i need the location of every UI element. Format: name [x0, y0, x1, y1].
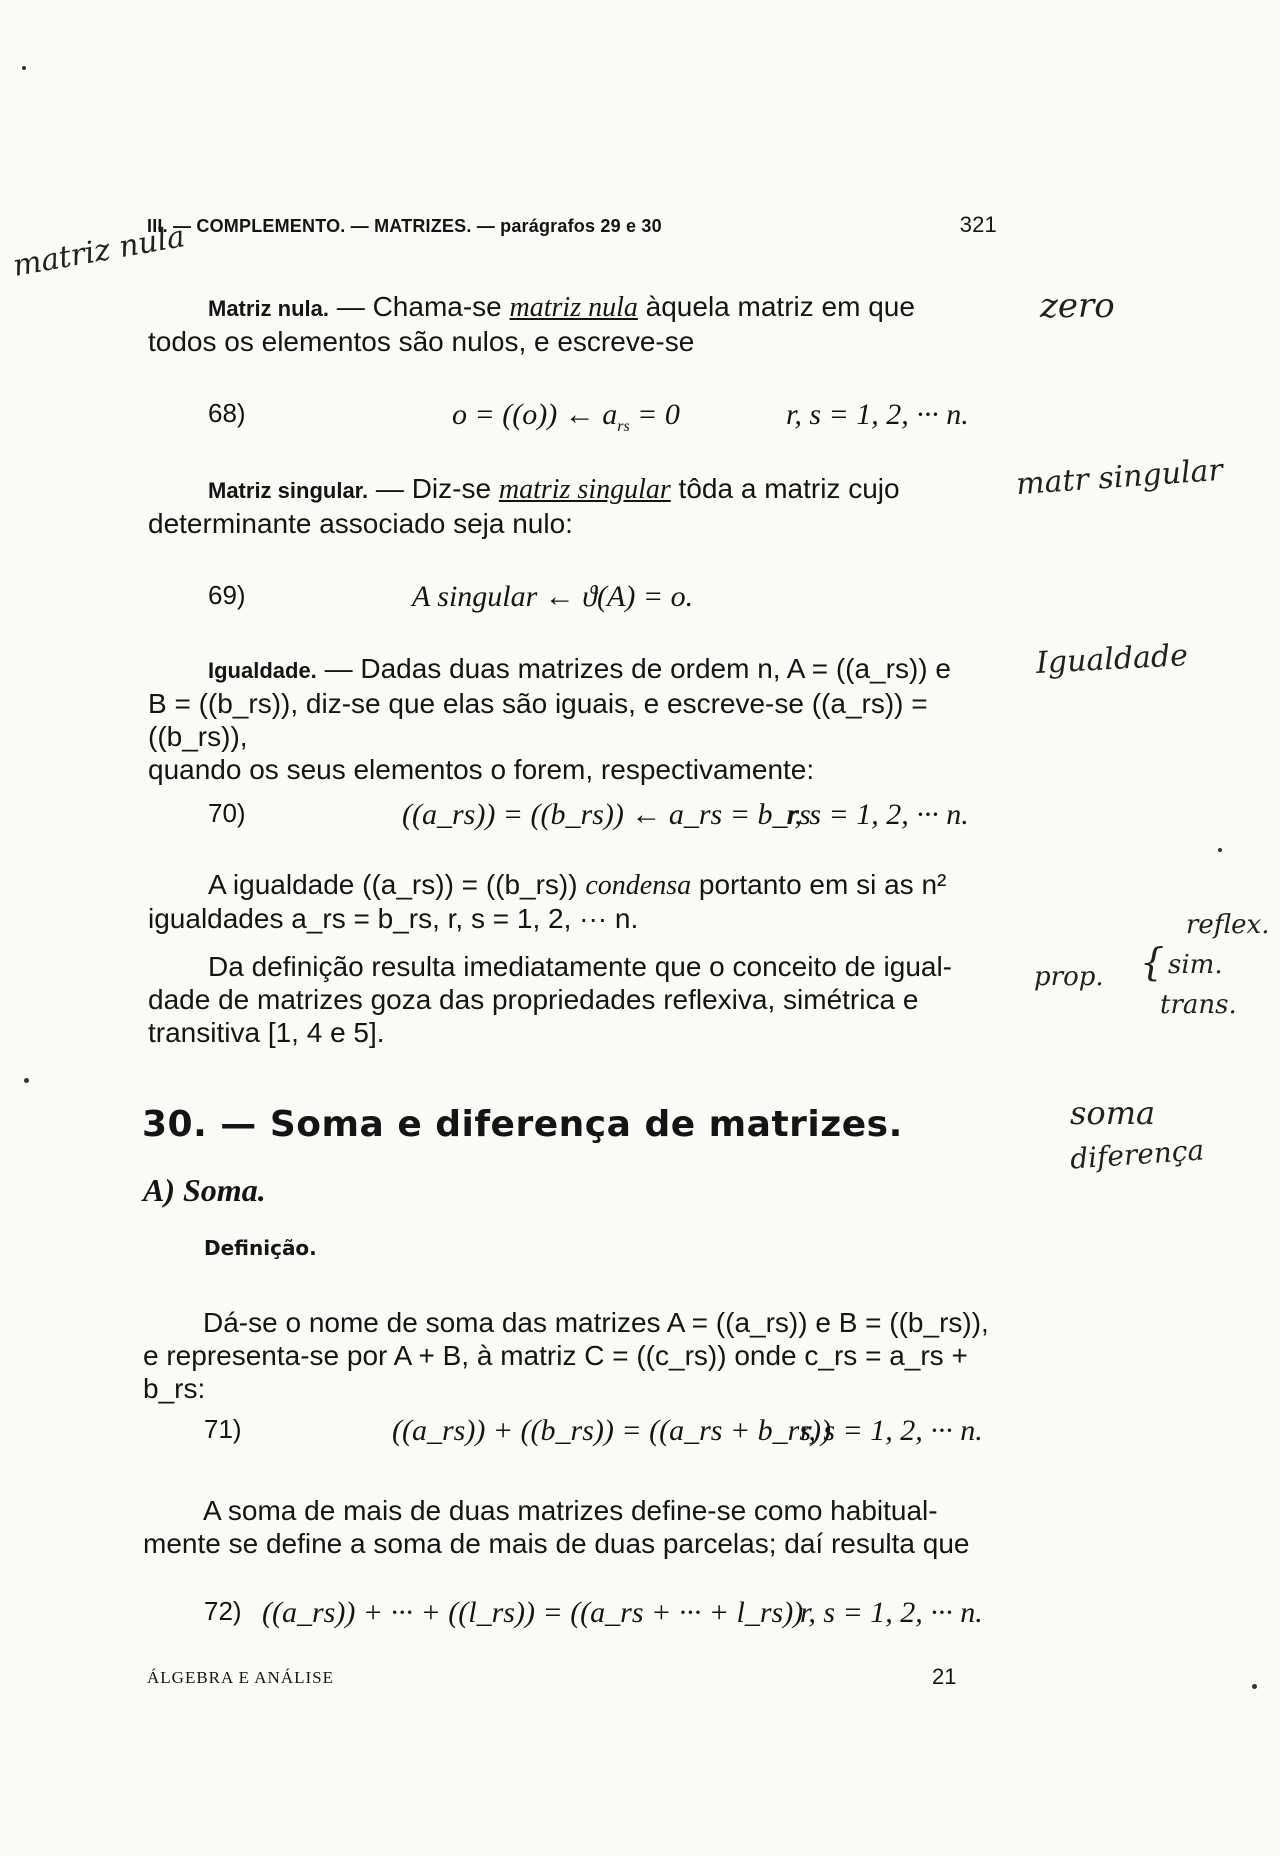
equation-range: r, s = 1, 2, ··· n. [800, 1414, 983, 1447]
paragraph-soma-definicao [143, 1306, 1013, 1405]
text-line: transitiva [1, 4 e 5]. [148, 1017, 385, 1048]
paragraph-matriz-nula [148, 290, 1008, 358]
margin-note-sim: sim. [1168, 950, 1223, 980]
text-line: e representa-se por A + B, à matriz C = ((c_rs)) onde c_rs = a_rs + b_rs: [143, 1340, 968, 1404]
emphasis: condensa [585, 870, 692, 901]
text-line: todos os elementos são nulos, e escreve-se [148, 326, 695, 357]
text-line: igualdades a_rs = b_rs, r, s = 1, 2, ··· n. [148, 903, 639, 934]
text-line: mente se define a soma de mais de duas parcelas; daí resulta que [143, 1528, 970, 1559]
scan-speck [1218, 848, 1222, 852]
scan-speck [22, 66, 26, 70]
equation-tail: = 0 [629, 398, 680, 431]
term-heading: Igualdade. [208, 658, 317, 683]
running-head [147, 212, 997, 238]
margin-note-trans: trans. [1160, 990, 1237, 1020]
text-line: Da definição resulta imediatamente que o conceito de igual- [208, 951, 953, 982]
text-line: B = ((b_rs)), diz-se que elas são iguais, e escreve-se ((a_rs)) = ((b_rs)), [148, 688, 928, 752]
margin-note-diferenca: diferença [1069, 1133, 1206, 1176]
footer-book-title: ÁLGEBRA E ANÁLISE [147, 1668, 334, 1687]
margin-note-zero: zero [1040, 286, 1115, 326]
text-run: portanto em si as n² [691, 869, 947, 900]
text-run: — Diz-se [368, 473, 499, 504]
margin-note-soma: soma [1070, 1094, 1156, 1132]
scan-speck [1252, 1684, 1257, 1689]
text-line: A soma de mais de duas matrizes define-se como habitual- [203, 1495, 938, 1526]
text-line: determinante associado seja nulo: [148, 508, 573, 539]
equation-body: ((a_rs)) + ((b_rs)) = ((a_rs + b_rs)) [392, 1414, 832, 1447]
scan-speck [24, 1078, 29, 1083]
equation-body: ((a_rs)) + ··· + ((l_rs)) = ((a_rs + ··· + l_rs)) [262, 1596, 804, 1629]
footer-signature-number: 21 [932, 1664, 957, 1689]
text-line: dade de matrizes goza das propriedades reflexiva, simétrica e [148, 984, 919, 1015]
equation-range: r, s = 1, 2, ··· n. [786, 798, 969, 831]
text-run: — Dadas duas matrizes de ordem n, A = ((a_rs)) e [316, 653, 951, 684]
equation-72 [0, 1596, 1280, 1636]
equation-number: 72) [204, 1596, 242, 1626]
page-number: 321 [959, 212, 997, 237]
margin-brace: { [1140, 940, 1165, 984]
term-heading: Matriz singular. [208, 478, 369, 503]
equation-number: 68) [208, 398, 246, 428]
defined-term: matriz singular [498, 474, 671, 505]
equation-range: r, s = 1, 2, ··· n. [800, 1596, 983, 1629]
subsection-title: A) Soma. [143, 1172, 266, 1208]
equation-69 [0, 580, 1280, 620]
margin-note-igualdade: Igualdade [1035, 638, 1189, 681]
definition-label: Definição. [204, 1236, 317, 1260]
text-line: Dá-se o nome de soma das matrizes A = ((a_rs)) e B = ((b_rs)), [203, 1307, 989, 1338]
margin-note-matr-singular: matr singular [1015, 452, 1224, 503]
running-head-title: III. — COMPLEMENTO. — MATRIZES. — parágrafos 29 e 30 [147, 216, 662, 236]
paragraph-matriz-singular [148, 472, 1008, 540]
text-line: quando os seus elementos o forem, respectivamente: [148, 754, 815, 785]
equation-number: 71) [204, 1414, 242, 1444]
paragraph-soma-generalizada [143, 1494, 1013, 1560]
subscript: rs [617, 418, 630, 435]
margin-note-prop: prop. [1034, 962, 1104, 992]
text-run: — Chama-se [329, 291, 510, 322]
defined-term: matriz nula [509, 292, 638, 323]
text-run: àquela matriz em que [637, 291, 915, 322]
equation-number: 70) [208, 798, 246, 828]
margin-note-reflex: reflex. [1186, 910, 1270, 940]
section-title: 30. — Soma e diferença de matrizes. [142, 1104, 903, 1145]
equation-number: 69) [208, 580, 246, 610]
equation-main: o = ((o)) ← a [452, 398, 618, 431]
equation-range: r, s = 1, 2, ··· n. [786, 398, 969, 431]
text-run: tôda a matriz cujo [670, 473, 900, 504]
text-run: A igualdade ((a_rs)) = ((b_rs)) [208, 869, 586, 900]
term-heading: Matriz nula. [208, 296, 330, 321]
margin-note-matriz-nula: matriz nula [10, 219, 188, 284]
paragraph-condensa [148, 868, 1008, 935]
equation-68 [0, 398, 1280, 438]
equation-71 [0, 1414, 1280, 1454]
equation-70 [0, 798, 1280, 838]
paragraph-propriedades [148, 950, 1008, 1049]
paragraph-igualdade [148, 652, 1008, 786]
equation-body: ((a_rs)) = ((b_rs)) ← a_rs = b_rs [402, 798, 811, 831]
equation-body: A singular ← ϑ(A) = o. [412, 580, 694, 613]
equation-body [452, 398, 680, 436]
